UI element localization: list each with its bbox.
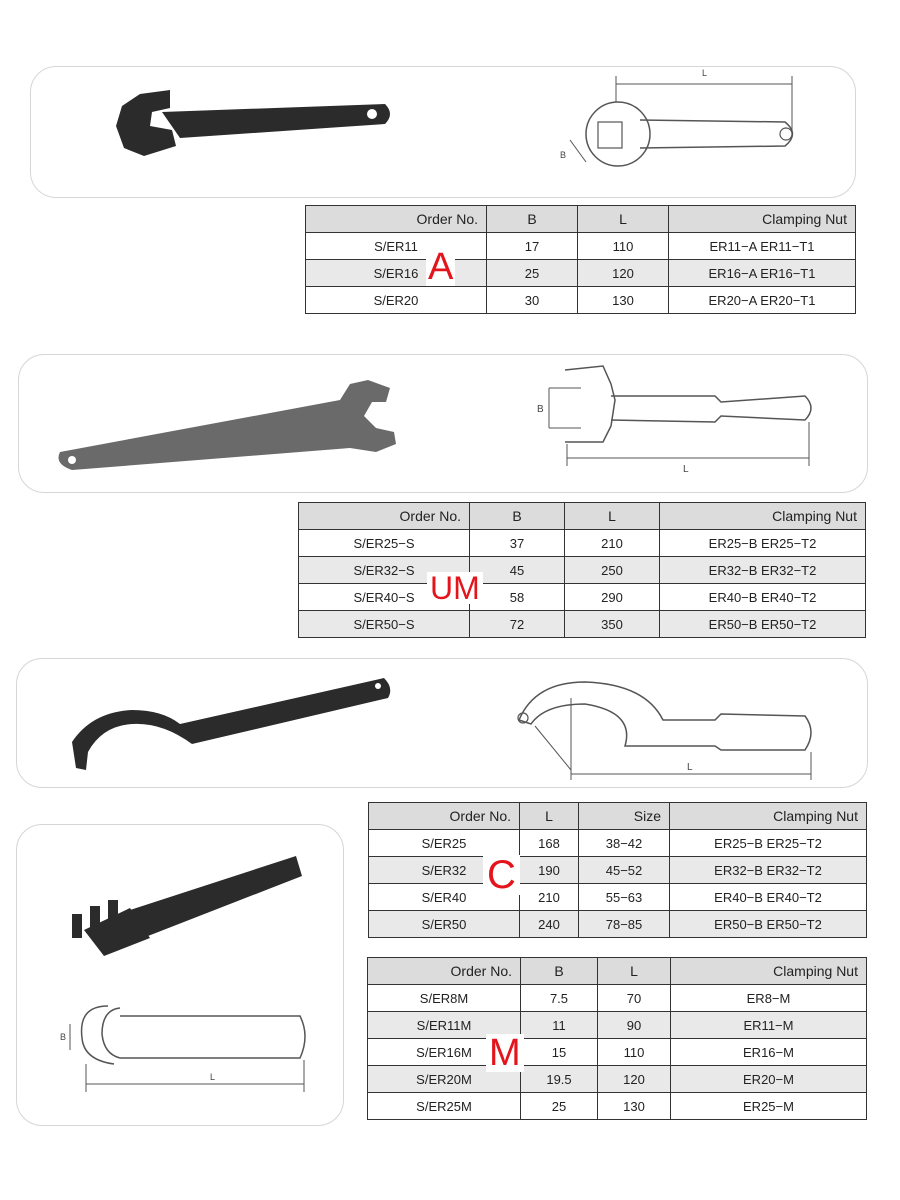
clamping-nut-cell: ER16−M xyxy=(671,1039,867,1066)
table-row xyxy=(368,1039,867,1066)
wrench-um-photo xyxy=(50,374,410,474)
marker-a: A xyxy=(428,246,454,288)
dim-b-label: B xyxy=(560,150,567,160)
b-cell: 58 xyxy=(470,584,565,611)
table-row xyxy=(369,857,867,884)
order-no-cell: S/ER25 xyxy=(369,830,520,857)
l-cell: 190 xyxy=(520,857,579,884)
clamping-nut-cell: ER20−A ER20−T1 xyxy=(669,287,856,314)
dim-l-label: L xyxy=(702,68,708,78)
spec-table-c xyxy=(368,802,867,938)
col-b: B xyxy=(470,503,565,530)
order-no-cell: S/ER32−S xyxy=(299,557,470,584)
table-row xyxy=(369,911,867,938)
b-cell: 25 xyxy=(521,1093,598,1120)
l-cell: 130 xyxy=(598,1093,671,1120)
order-no-cell: S/ER11M xyxy=(368,1012,521,1039)
order-no-cell: S/ER16M xyxy=(368,1039,521,1066)
dim-b-label: B xyxy=(60,1032,67,1042)
b-cell: 11 xyxy=(521,1012,598,1039)
clamping-nut-cell: ER11−A ER11−T1 xyxy=(669,233,856,260)
clamping-nut-cell: ER25−M xyxy=(671,1093,867,1120)
table-row xyxy=(368,985,867,1012)
col-order-no: Order No. xyxy=(306,206,487,233)
l-cell: 350 xyxy=(565,611,660,638)
order-no-cell: S/ER32 xyxy=(369,857,520,884)
col-b: B xyxy=(521,958,598,985)
l-cell: 110 xyxy=(598,1039,671,1066)
clamping-nut-cell: ER8−M xyxy=(671,985,867,1012)
table-row xyxy=(306,287,856,314)
table-row xyxy=(368,1012,867,1039)
wrench-m-photo xyxy=(64,850,314,960)
b-cell: 72 xyxy=(470,611,565,638)
col-size: Size xyxy=(579,803,670,830)
b-cell: 30 xyxy=(487,287,578,314)
clamping-nut-cell: ER11−M xyxy=(671,1012,867,1039)
table-row xyxy=(369,830,867,857)
l-cell: 130 xyxy=(578,287,669,314)
size-cell: 78−85 xyxy=(579,911,670,938)
l-cell: 120 xyxy=(598,1066,671,1093)
table-row xyxy=(299,584,866,611)
col-clamping-nut: Clamping Nut xyxy=(670,803,867,830)
col-b: B xyxy=(487,206,578,233)
l-cell: 70 xyxy=(598,985,671,1012)
l-cell: 210 xyxy=(520,884,579,911)
order-no-cell: S/ER40−S xyxy=(299,584,470,611)
col-order-no: Order No. xyxy=(299,503,470,530)
l-cell: 90 xyxy=(598,1012,671,1039)
clamping-nut-cell: ER50−B ER50−T2 xyxy=(660,611,866,638)
clamping-nut-cell: ER50−B ER50−T2 xyxy=(670,911,867,938)
wrench-um-drawing xyxy=(525,360,825,485)
order-no-cell: S/ER25M xyxy=(368,1093,521,1120)
spec-table-m xyxy=(367,957,867,1120)
table-row xyxy=(299,557,866,584)
table-row xyxy=(368,1066,867,1093)
clamping-nut-cell: ER40−B ER40−T2 xyxy=(670,884,867,911)
order-no-cell: S/ER50 xyxy=(369,911,520,938)
marker-c: C xyxy=(483,855,520,895)
dim-l-label: L xyxy=(210,1072,216,1082)
col-clamping-nut: Clamping Nut xyxy=(660,503,866,530)
b-cell: 15 xyxy=(521,1039,598,1066)
order-no-cell: S/ER11 xyxy=(306,233,487,260)
b-cell: 25 xyxy=(487,260,578,287)
order-no-cell: S/ER40 xyxy=(369,884,520,911)
col-clamping-nut: Clamping Nut xyxy=(671,958,867,985)
b-cell: 19.5 xyxy=(521,1066,598,1093)
dim-b-label: B xyxy=(537,404,544,415)
b-cell: 37 xyxy=(470,530,565,557)
col-clamping-nut: Clamping Nut xyxy=(669,206,856,233)
clamping-nut-cell: ER32−B ER32−T2 xyxy=(660,557,866,584)
b-cell: 17 xyxy=(487,233,578,260)
wrench-a-drawing xyxy=(550,62,810,187)
table-row xyxy=(368,1093,867,1120)
table-row xyxy=(306,260,856,287)
wrench-c-photo xyxy=(62,672,402,782)
l-cell: 120 xyxy=(578,260,669,287)
clamping-nut-cell: ER16−A ER16−T1 xyxy=(669,260,856,287)
order-no-cell: S/ER8M xyxy=(368,985,521,1012)
spec-table-a xyxy=(305,205,856,314)
order-no-cell: S/ER25−S xyxy=(299,530,470,557)
order-no-cell: S/ER20 xyxy=(306,287,487,314)
wrench-c-drawing xyxy=(505,662,825,784)
clamping-nut-cell: ER20−M xyxy=(671,1066,867,1093)
dim-l-label: L xyxy=(687,762,693,773)
col-l: L xyxy=(578,206,669,233)
order-no-cell: S/ER16 xyxy=(306,260,487,287)
clamping-nut-cell: ER32−B ER32−T2 xyxy=(670,857,867,884)
order-no-cell: S/ER50−S xyxy=(299,611,470,638)
table-row xyxy=(299,611,866,638)
marker-um: UM xyxy=(427,572,483,604)
size-cell: 55−63 xyxy=(579,884,670,911)
table-row xyxy=(299,530,866,557)
l-cell: 210 xyxy=(565,530,660,557)
wrench-a-photo xyxy=(110,86,400,176)
marker-m: M xyxy=(486,1034,524,1072)
clamping-nut-cell: ER25−B ER25−T2 xyxy=(670,830,867,857)
l-cell: 168 xyxy=(520,830,579,857)
col-order-no: Order No. xyxy=(368,958,521,985)
l-cell: 110 xyxy=(578,233,669,260)
spec-table-um xyxy=(298,502,866,638)
col-order-no: Order No. xyxy=(369,803,520,830)
size-cell: 45−52 xyxy=(579,857,670,884)
col-l: L xyxy=(598,958,671,985)
dim-l-label: L xyxy=(683,464,689,475)
col-l: L xyxy=(565,503,660,530)
l-cell: 250 xyxy=(565,557,660,584)
wrench-m-drawing xyxy=(48,998,318,1098)
col-l: L xyxy=(520,803,579,830)
l-cell: 240 xyxy=(520,911,579,938)
order-no-cell: S/ER20M xyxy=(368,1066,521,1093)
size-cell: 38−42 xyxy=(579,830,670,857)
table-row xyxy=(369,884,867,911)
b-cell: 45 xyxy=(470,557,565,584)
l-cell: 290 xyxy=(565,584,660,611)
clamping-nut-cell: ER40−B ER40−T2 xyxy=(660,584,866,611)
clamping-nut-cell: ER25−B ER25−T2 xyxy=(660,530,866,557)
table-row xyxy=(306,233,856,260)
b-cell: 7.5 xyxy=(521,985,598,1012)
